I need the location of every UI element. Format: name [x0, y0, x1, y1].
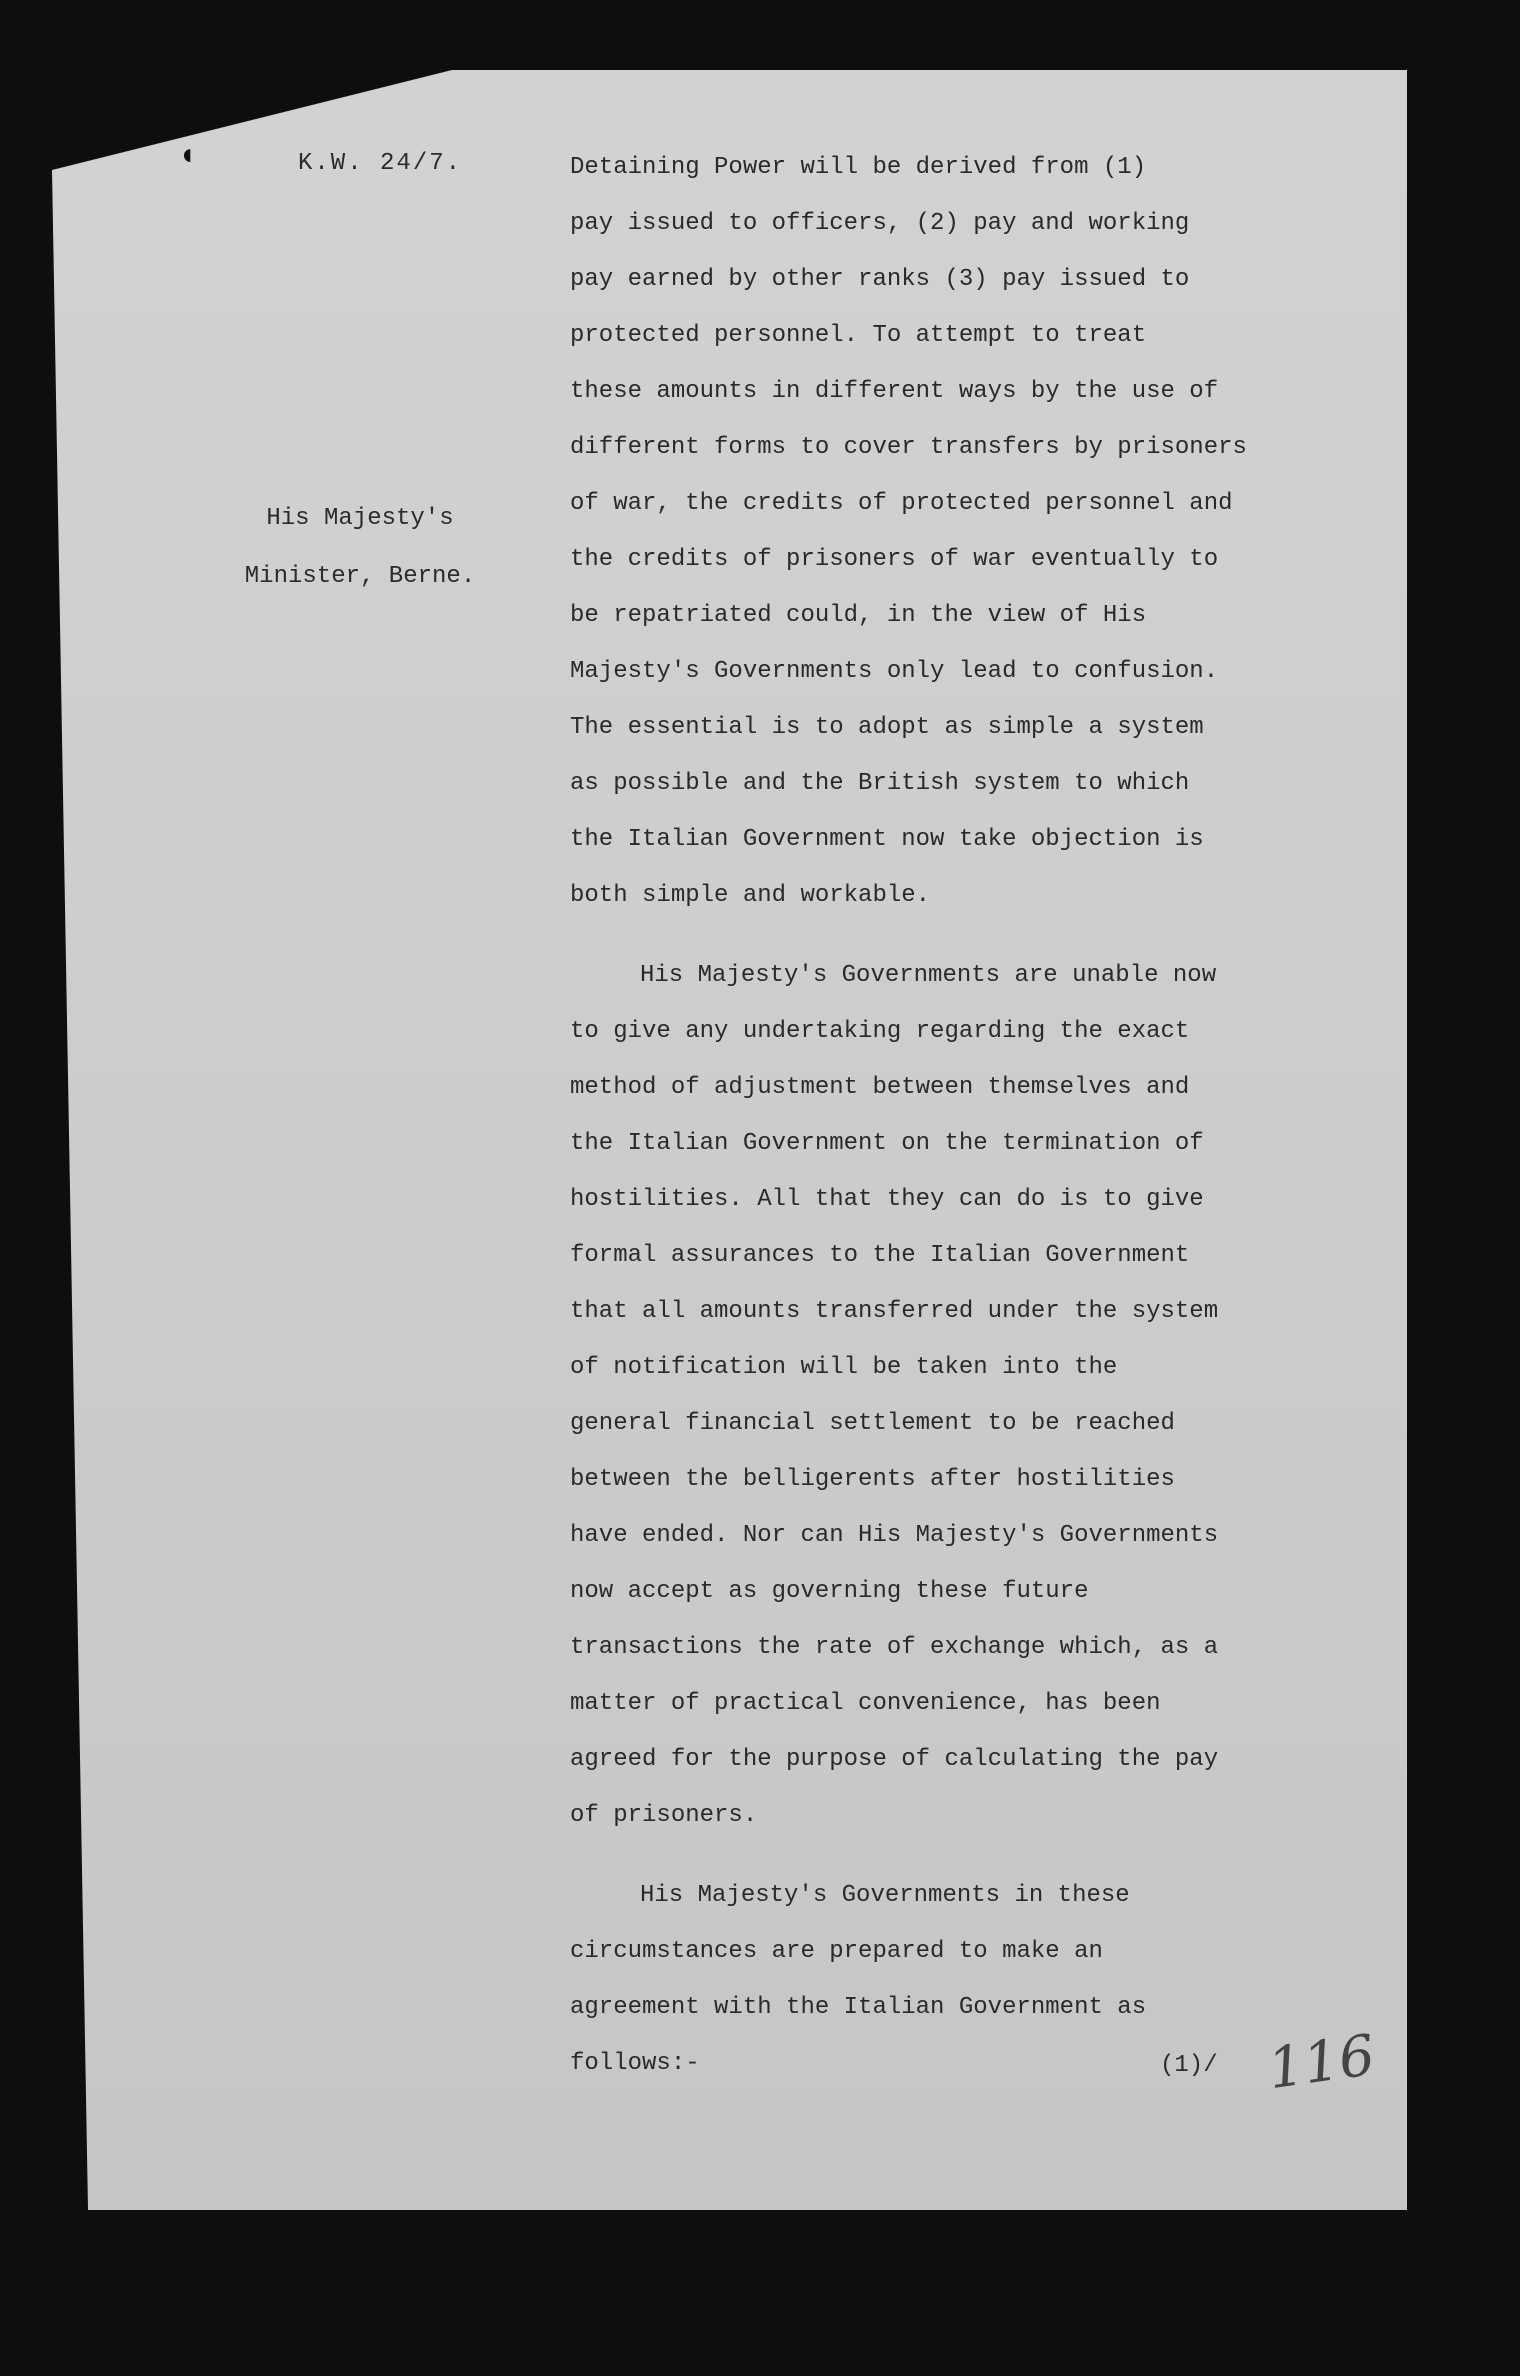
page-number: (1)/: [1160, 2052, 1218, 2079]
text-line: matter of practical convenience, has been: [570, 1690, 1161, 1717]
text-line: transactions the rate of exchange which, as a: [570, 1634, 1219, 1661]
text-line: method of adjustment between themselves and: [570, 1074, 1190, 1101]
text-line: both simple and workable.: [570, 882, 931, 909]
text-line: Majesty's Governments only lead to confusion.: [570, 658, 1219, 685]
addressee-line: His Majesty's: [266, 505, 454, 532]
text-line: agreement with the Italian Government as: [570, 1994, 1147, 2021]
letter-body: [570, 140, 1360, 2092]
text-line: the credits of prisoners of war eventually to: [570, 546, 1219, 573]
text-line: different forms to cover transfers by prisoners: [570, 434, 1247, 461]
text-line: formal assurances to the Italian Government: [570, 1242, 1190, 1269]
text-line: The essential is to adopt as simple a system: [570, 714, 1204, 741]
text-line: agreed for the purpose of calculating the pay: [570, 1746, 1219, 1773]
text-line: pay issued to officers, (2) pay and working: [570, 210, 1190, 237]
pen-mark-icon: ◖: [178, 140, 197, 174]
text-line: be repatriated could, in the view of His: [570, 602, 1147, 629]
folio-number: 116: [1263, 2022, 1379, 2103]
text-line: His Majesty's Governments are unable now: [640, 962, 1217, 989]
text-line: now accept as governing these future: [570, 1578, 1089, 1605]
text-line: as possible and the British system to which: [570, 770, 1190, 797]
addressee-line: Minister, Berne.: [244, 563, 476, 590]
text-line: to give any undertaking regarding the exact: [570, 1018, 1190, 1045]
text-line: His Majesty's Governments in these: [640, 1882, 1130, 1909]
paragraph-3: [570, 1868, 1360, 2092]
text-line: have ended. Nor can His Majesty's Governments: [570, 1522, 1219, 1549]
paragraph-1: [570, 140, 1360, 924]
text-line: general financial settlement to be reached: [570, 1410, 1175, 1437]
text-line: of war, the credits of protected personnel and: [570, 490, 1233, 517]
text-line: Detaining Power will be derived from (1): [570, 154, 1147, 181]
text-line: between the belligerents after hostilities: [570, 1466, 1175, 1493]
text-line: pay earned by other ranks (3) pay issued to: [570, 266, 1190, 293]
text-line: these amounts in different ways by the use of: [570, 378, 1219, 405]
text-line: hostilities. All that they can do is to give: [570, 1186, 1204, 1213]
text-line: of prisoners.: [570, 1802, 758, 1829]
text-line: of notification will be taken into the: [570, 1354, 1118, 1381]
text-line: follows:-: [570, 2050, 700, 2077]
text-line: that all amounts transferred under the system: [570, 1298, 1219, 1325]
text-line: the Italian Government on the termination of: [570, 1130, 1204, 1157]
reference-number: K.W. 24/7.: [298, 150, 463, 177]
addressee-block: [210, 490, 510, 606]
text-line: circumstances are prepared to make an: [570, 1938, 1103, 1965]
text-line: the Italian Government now take objection is: [570, 826, 1204, 853]
text-line: protected personnel. To attempt to treat: [570, 322, 1147, 349]
paragraph-2: [570, 948, 1360, 1844]
